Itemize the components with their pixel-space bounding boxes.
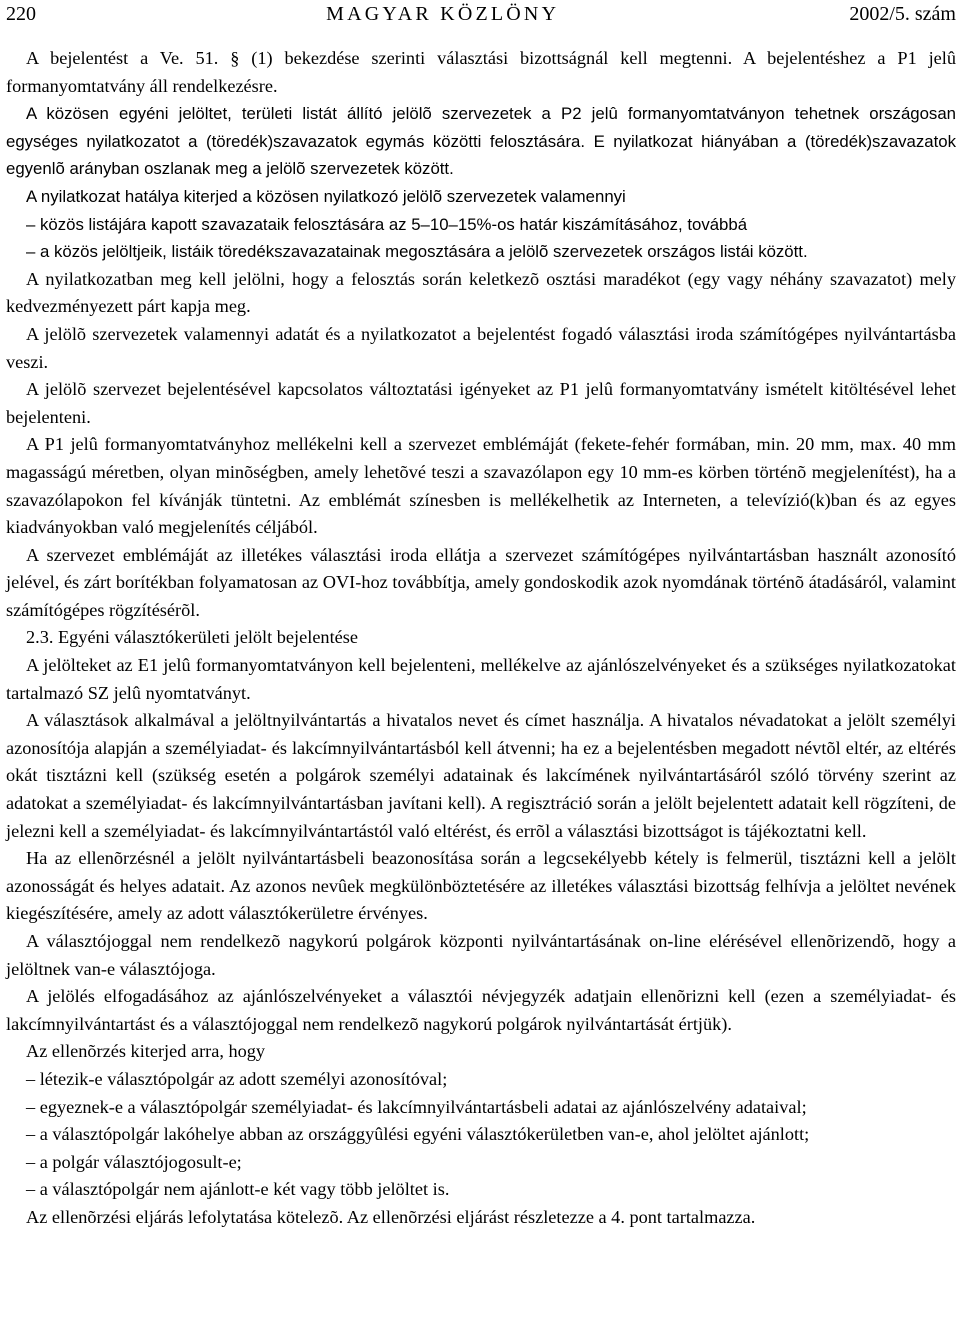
paragraph: A nyilatkozat hatálya kiterjed a közösen nyilatkozó jelölõ szervezetek valamennyi [26, 186, 626, 206]
list-item: – a polgár választójogosult-e; [26, 1151, 242, 1172]
journal-title: MAGYAR KÖZLÖNY [326, 3, 560, 25]
paragraph: A nyilatkozatban meg kell jelölni, hogy a felosztás során keletkezõ osztási maradékot (egy vagy néhány szavazatot) mely kedvezményezett párt kapja meg. [6, 268, 956, 317]
paragraph: A szervezet emblémáját az illetékes választási iroda ellátja a szervezet számítógépes nyilvántartásban használt azonosító jelével, és zárt borítékban folyamatosan az OVI-hoz továbbítja, amely gondoskodik azok nyomdának történõ átadásáról, valamint számítógépes rögzítésérõl. [6, 544, 956, 620]
list-item: – egyeznek-e a választópolgár személyiadat- és lakcímnyilvántartásbeli adatai az ajánlószelvény adataival; [26, 1096, 807, 1117]
paragraph: Az ellenõrzés kiterjed arra, hogy [26, 1041, 266, 1062]
paragraph: A bejelentést a Ve. 51. § (1) bekezdése szerinti választási bizottságnál kell megtenni. A bejelentéshez a P1 jelû formanyomtatvány áll rendelkezésre. [6, 48, 956, 96]
list-item: – a választópolgár nem ajánlott-e két vagy több jelöltet is. [26, 1179, 450, 1200]
paragraph: A jelölteket az E1 jelû formanyomtatványon kell bejelenteni, mellékelve az ajánlószelvényeket és a szükséges nyilatkozatokat tartalmazó SZ jelû nyomtatványt. [6, 655, 956, 703]
paragraph: A jelölõ szervezet bejelentésével kapcsolatos változtatási igényeket az P1 jelû formanyomtatvány ismételt kitöltésével lehet bejelenteni. [6, 379, 956, 427]
issue-number: 2002/5. szám [849, 3, 956, 25]
list-item: – közös listájára kapott szavazataik felosztására az 5–10–15%-os határ kiszámításához, továbbá [26, 214, 748, 234]
paragraph: A P1 jelû formanyomtatványhoz mellékelni kell a szervezet emblémáját (fekete-fehér formában, min. 20 mm, max. 40 mm magasságú méretben, olyan minõségben, amely lehetõvé teszi a szavazólapon egy 10 mm-es körben történõ megjelenítést), ha a szavazólapokon fel kívánják tüntetni. Az emblémát színesben is mellékelhetik az Interneten, a televízió(k)ban és az egyes kiadványokban való megjelenítés céljából. [6, 434, 956, 538]
paragraph: Az ellenõrzési eljárás lefolytatása kötelezõ. Az ellenõrzési eljárást részletezze a 4. pont tartalmazza. [26, 1206, 756, 1227]
paragraph: A választások alkalmával a jelöltnyilvántartás a hivatalos nevet és címet használja. A hivatalos névadatokat a jelölt személyi azonosítója alapján a személyiadat- és lakcímnyilvántartásból kell átvenni; ha ez a bejelentésben megadott névtõl eltér, az eltérés okát tisztázni kell (szükség esetén a polgárok személyi adatainak és lakcímének nyilvántartásáról szóló törvény szerint az adatokat a személyiadat- és lakcímnyilvántartásban javítani kell). A regisztráció során a jelölt bejelentett adatait kell rögzíteni, de jelezni kell a személyiadat- és lakcímnyilvántartástól való eltérést, és errõl a választási bizottságot is tájékoztatni kell. [6, 710, 956, 841]
paragraph: A jelölés elfogadásához az ajánlószelvényeket a választói névjegyzék adatjain ellenõrizni kell (ezen a személyiadat- és lakcímnyilvántartást és a választójoggal nem rendelkezõ nagykorú polgárok nyilvántartását értjük). [6, 986, 956, 1034]
paragraph: A közösen egyéni jelöltet, területi listát állító jelölõ szervezetek a P2 jelû formanyomtatványon tehetnek országosan egységes nyilatkozatot a (töredék)szavazatok egymás közötti felosztására. E nyilatkozat hiányában a (töredék)szavazatok egyenlõ arányban oszlanak meg a jelölõ szervezetek között. [6, 104, 956, 179]
section-heading: 2.3. Egyéni választókerületi jelölt bejelentése [26, 627, 358, 648]
page-header [6, 0, 956, 28]
list-item: – a választópolgár lakóhelye abban az országgyûlési egyéni választókerületben van-e, ahol jelöltet ajánlott; [26, 1124, 810, 1145]
document-body [6, 45, 956, 1232]
list-item: – a közös jelöltjeik, listáik töredékszavazatainak megosztására a jelölõ szervezetek országos listái között. [26, 242, 808, 262]
page-number: 220 [6, 3, 36, 25]
list-item: – létezik-e választópolgár az adott személyi azonosítóval; [26, 1068, 448, 1089]
paragraph: A választójoggal nem rendelkezõ nagykorú polgárok központi nyilvántartásának on-line elérésével ellenõrizendõ, hogy a jelöltnek van-e választójoga. [6, 931, 956, 979]
paragraph: Ha az ellenõrzésnél a jelölt nyilvántartásbeli beazonosítása során a legcsekélyebb kétely is felmerül, tisztázni kell a jelölt azonosságát és helyes adatait. Az azonos nevûek megkülönböztetésére az illetékes választási bizottság felhívja a jelöltet nevének kiegészítésére, amely az adott választókerületre érvényes. [6, 848, 956, 924]
paragraph: A jelölõ szervezetek valamennyi adatát és a nyilatkozatot a bejelentést fogadó választási iroda számítógépes nyilvántartásba veszi. [6, 323, 956, 372]
